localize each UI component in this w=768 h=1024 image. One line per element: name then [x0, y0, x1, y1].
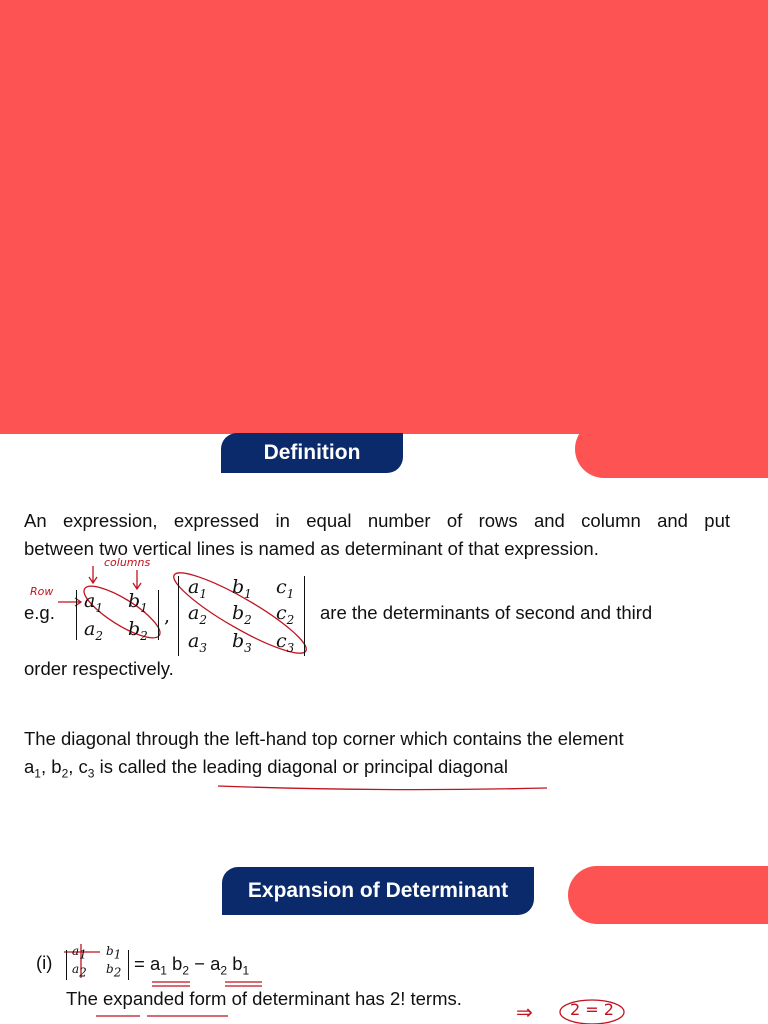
- definition-line-1: An expression, expressed in equal number of rows and column and put: [24, 510, 730, 531]
- diagonal-line-2: $a_1$, $b_2$, $c_3$ is called the leading diagonal or principal diagonal: [24, 756, 508, 781]
- diagonal-paragraph: [24, 725, 730, 788]
- det3-a1: $a_1$: [188, 576, 207, 601]
- det3-c2: $c_2$: [276, 602, 295, 627]
- small-det-b1: $b_1$: [106, 944, 122, 962]
- expansion-heading: Expansion of Determinant: [222, 867, 534, 915]
- column-arrow-2: [133, 570, 141, 589]
- small-det-left-bar: [66, 950, 67, 980]
- det3-a3: $a_3$: [188, 630, 207, 655]
- small-det-a2: $a_2$: [72, 962, 87, 980]
- det3-left-bar: [178, 576, 179, 656]
- handwritten-arrow: ⇒: [516, 1000, 533, 1024]
- comma: ,: [164, 605, 171, 627]
- det2-left-bar: [76, 590, 77, 640]
- item-label: (i): [36, 952, 53, 973]
- row-arrow: [58, 598, 81, 606]
- expansion-result: The expanded form of determinant has 2! terms.: [66, 988, 462, 1009]
- eg-label: e.g.: [24, 602, 55, 623]
- det3-a2: $a_2$: [188, 602, 207, 627]
- det3-c3: $c_3$: [276, 630, 295, 655]
- det2-b2: $b_2$: [128, 618, 148, 643]
- double-underlines: [152, 982, 262, 986]
- annotation-row: Row: [30, 585, 54, 598]
- small-det-a1: $a_1$: [72, 944, 87, 962]
- expansion-formula: [36, 952, 52, 974]
- expansion-equation: = $a_1$ $b_2 - a_2$ $b_1$: [134, 953, 250, 978]
- det2-right-bar: [158, 590, 159, 640]
- small-det-b2: $b_2$: [106, 962, 122, 980]
- det2-a1: $a_1$: [84, 590, 103, 615]
- determinant-description: are the determinants of second and third: [320, 602, 653, 623]
- order-text: order respectively.: [24, 658, 174, 679]
- annotation-columns: columns: [104, 556, 151, 569]
- handwritten-note: 2 = 2: [570, 1000, 614, 1019]
- column-arrow-1: [89, 566, 97, 583]
- definition-line-2: between two vertical lines is named as determinant of that expression.: [24, 538, 599, 559]
- det3-b1: $b_1$: [232, 576, 252, 601]
- small-det-right-bar: [128, 950, 129, 980]
- det2-a2: $a_2$: [84, 618, 103, 643]
- det3-c1: $c_1$: [276, 576, 295, 601]
- det2-b1: $b_1$: [128, 590, 148, 615]
- diagonal-prefix: is called the: [99, 756, 198, 777]
- det3-b3: $b_3$: [232, 630, 252, 655]
- leading-diagonal-term: leading diagonal or principal diagonal: [202, 756, 508, 777]
- det3-b2: $b_2$: [232, 602, 252, 627]
- definition-heading: Definition: [221, 433, 403, 473]
- det3-right-bar: [304, 576, 305, 656]
- diagonal-line-1: The diagonal through the left-hand top corner which contains the element: [24, 728, 624, 749]
